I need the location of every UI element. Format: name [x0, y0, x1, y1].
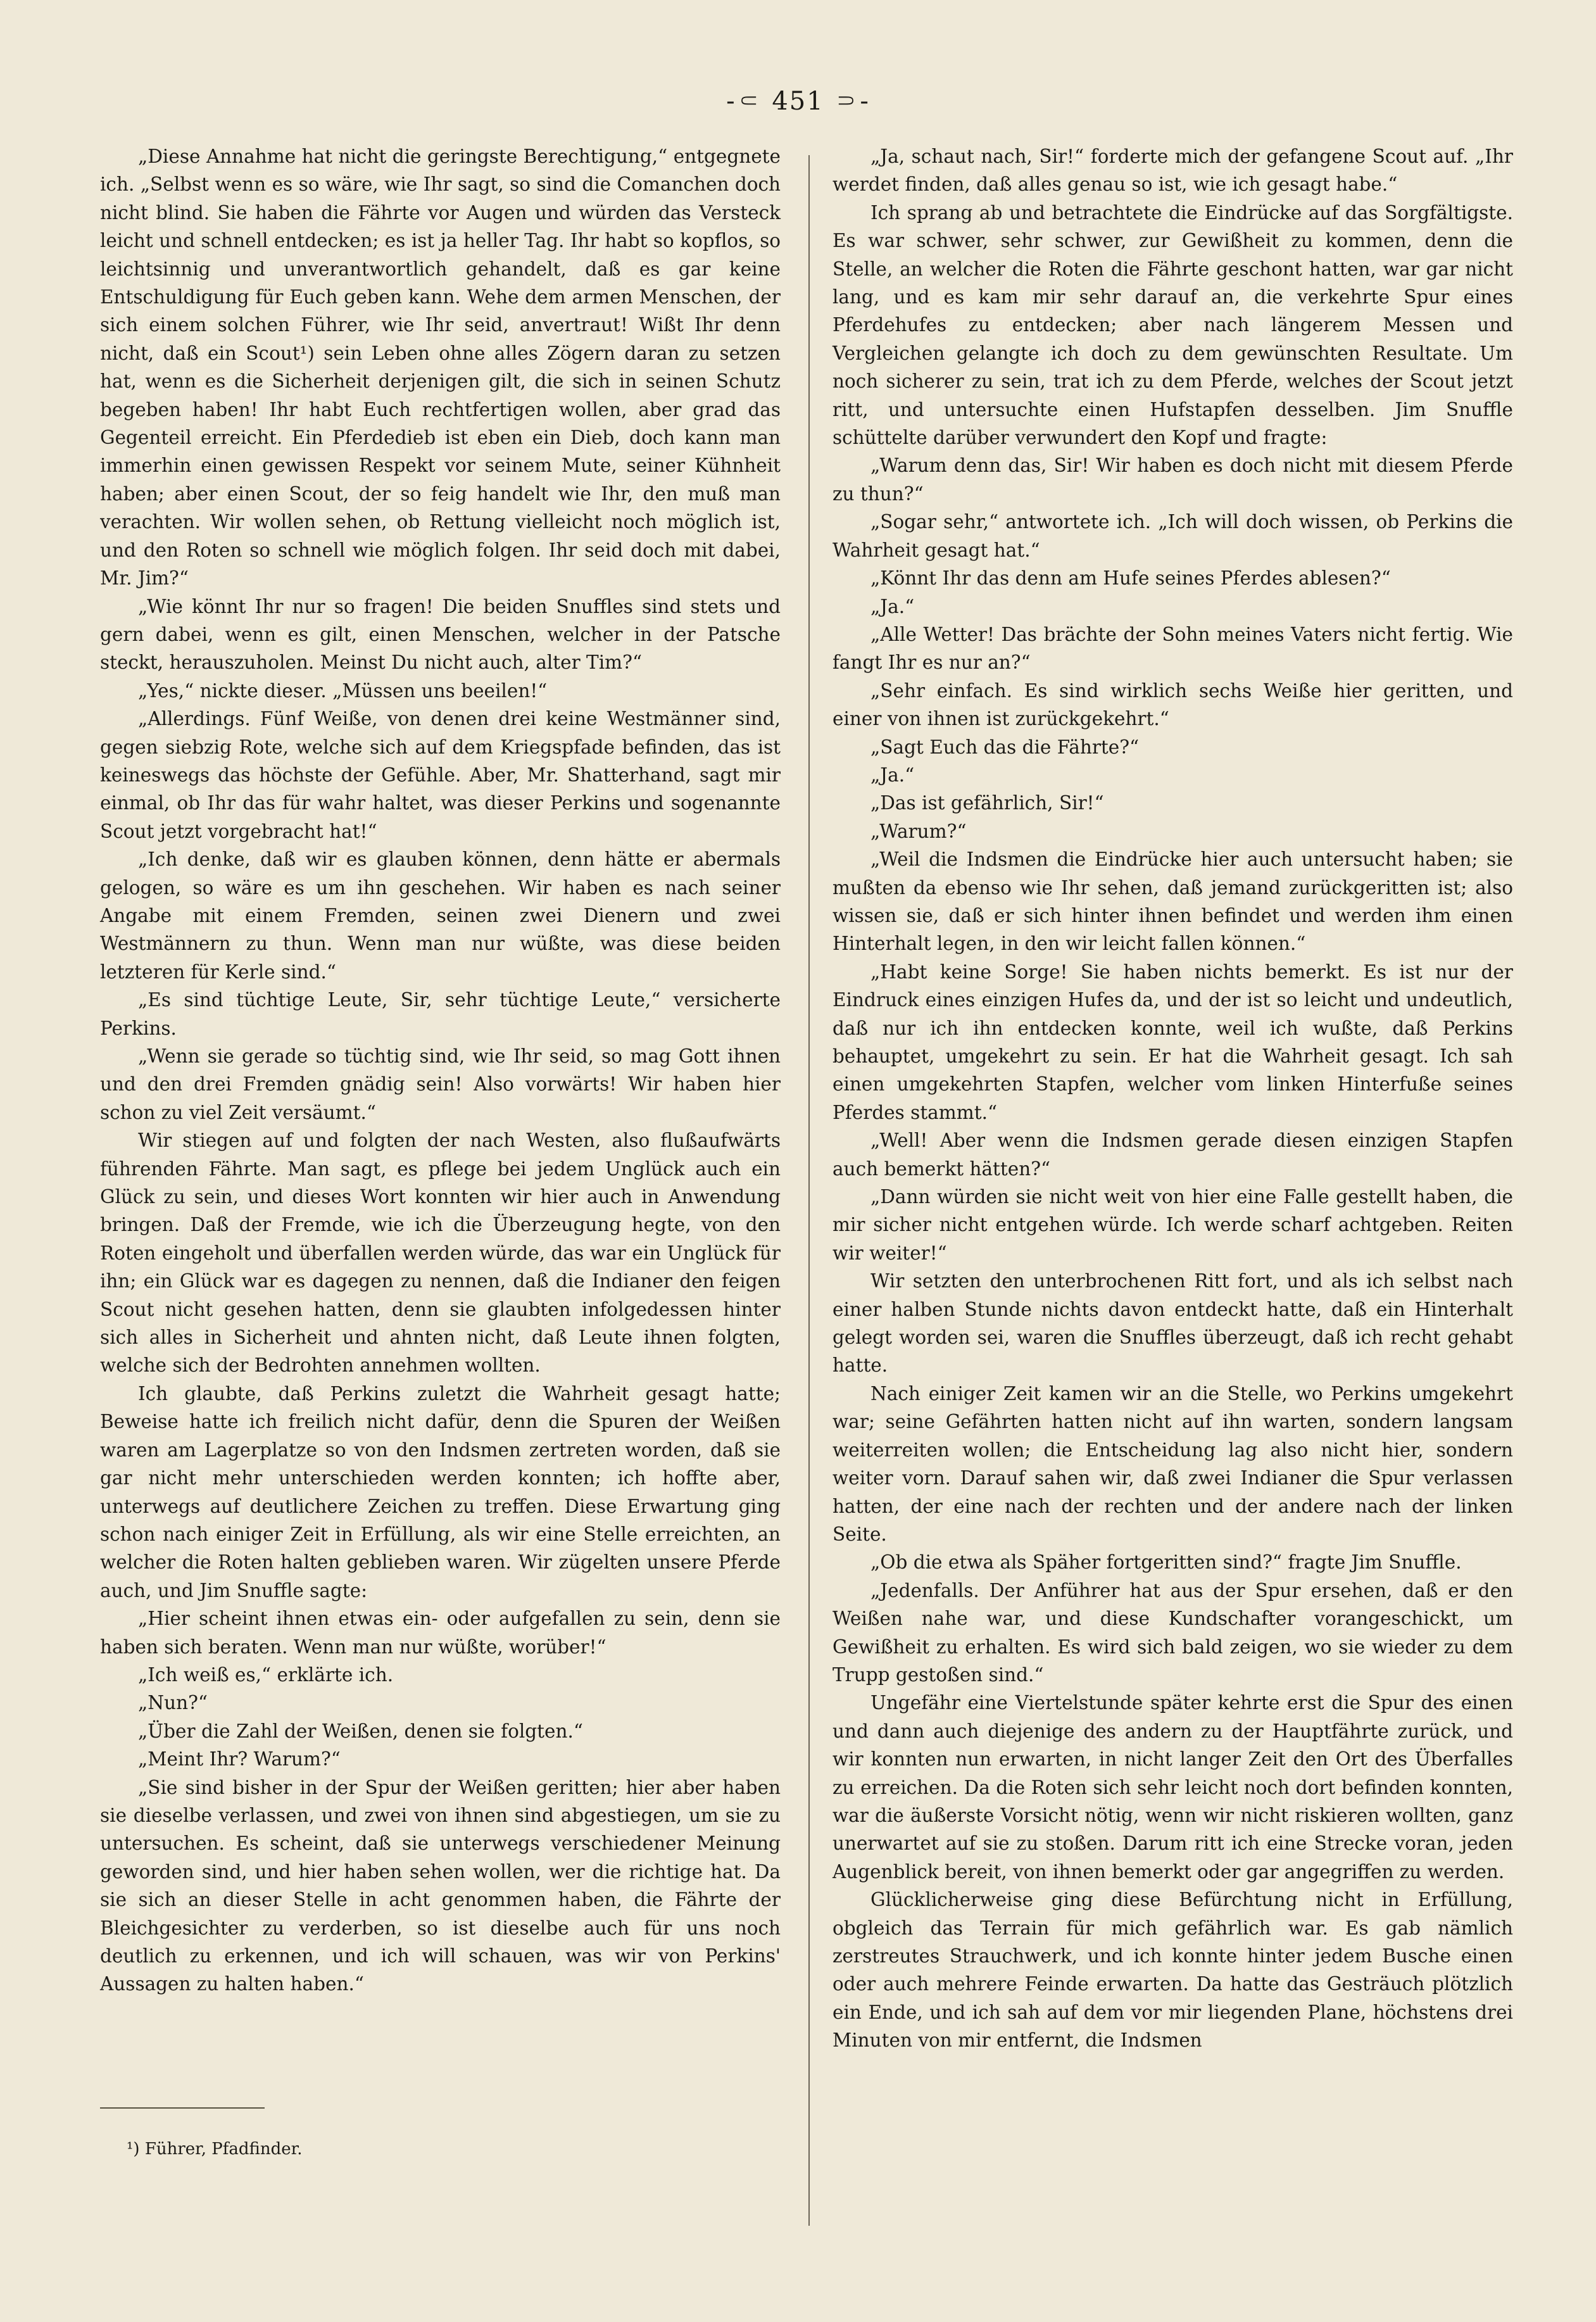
paragraph: „Nun?“ — [138, 1692, 208, 1714]
paragraph: „Sogar sehr,“ antwortete ich. „Ich will doch wissen, ob Perkins die Wahrheit gesagt hat.“ — [833, 511, 1513, 561]
paragraph: „Well! Aber wenn die Indsmen gerade diesen einzigen Stapfen auch bemerkt hätten?“ — [833, 1130, 1513, 1180]
paragraph: „Das ist gefährlich, Sir!“ — [870, 792, 1104, 814]
paragraph: Glücklicherweise ging diese Befürchtung nicht in Erfüllung, obgleich das Terrain für mich gefährlich war. Es gab nämlich zerstreutes Strauchwerk, und ich konnte hinter jedem Busche einen oder auch mehrere Feinde erwarten. Da hatte das Gesträuch plötzlich ein Ende, und ich sah auf dem vor mir liegenden Plane, höchstens drei Minuten von mir entfernt, die Indsmen — [833, 1889, 1513, 2052]
footnote-rule — [100, 2107, 265, 2109]
paragraph: Wir stiegen auf und folgten der nach Westen, also flußaufwärts führenden Fährte. Man sagt, es pflege bei jedem Unglück auch ein Glück zu sein, und dieses Wort konnten wir hier auch in Anwendung bringen. Daß der Fremde, wie ich die Überzeugung hegte, von den Roten eingeholt und überfallen werden würde, das war ein Unglück für ihn; ein Glück war es dagegen zu nennen, daß die Indianer den feigen Scout nicht gesehen hatten, denn sie glaubten infolgedessen hinter sich alles in Sicherheit und ahnten nicht, daß Leute ihnen folgten, welche sich der Bedrohten annehmen wollten. — [100, 1130, 781, 1377]
paragraph: „Warum denn das, Sir! Wir haben es doch nicht mit diesem Pferde zu thun?“ — [833, 455, 1513, 505]
column-divider — [808, 155, 810, 2226]
paragraph: Ich glaubte, daß Perkins zuletzt die Wahrheit gesagt hatte; Beweise hatte ich freilich nicht dafür, denn die Spuren der Weißen waren am Lagerplatze so von den Indsmen zertreten worden, daß sie gar nicht mehr unterschieden werden konnten; ich hoffte aber, unterwegs auf deutlichere Zeichen zu treffen. Diese Erwartung ging schon nach einiger Zeit in Erfüllung, als wir eine Stelle erreichten, an welcher die Roten halten geblieben waren. Wir zügelten unsere Pferde auch, und Jim Snuffle sagte: — [100, 1382, 781, 1601]
paragraph: „Dann würden sie nicht weit von hier eine Falle gestellt haben, die mir sicher nicht entgehen würde. Ich werde scharf achtgeben. Reiten wir weiter!“ — [833, 1186, 1513, 1264]
paragraph: „Allerdings. Fünf Weiße, von denen drei keine Westmänner sind, gegen siebzig Rote, welche sich auf dem Kriegspfade befinden, das ist keineswegs das höchste der Gefühle. Aber, Mr. Shatterhand, sagt mir einmal, ob Ihr das für wahr haltet, was dieser Perkins und sogenannte Scout jetzt vorgebracht hat!“ — [100, 708, 781, 842]
paragraph: „Ob die etwa als Späher fortgeritten sind?“ fragte Jim Snuffle. — [870, 1551, 1462, 1574]
paragraph: Nach einiger Zeit kamen wir an die Stelle, wo Perkins umgekehrt war; seine Gefährten hatten nicht auf ihn warten, sondern langsam weiterreiten wollen; die Entscheidung lag also nicht hier, sondern weiter vorn. Darauf sahen wir, daß zwei Indianer die Spur verlassen hatten, der eine nach der rechten und der andere nach der linken Seite. — [833, 1382, 1513, 1545]
paragraph: Wir setzten den unterbrochenen Ritt fort, und als ich selbst nach einer halben Stunde nichts davon entdeckt hatte, daß ein Hinterhalt gelegt worden sei, waren die Snuffles überzeugt, daß ich recht gehabt hatte. — [833, 1270, 1513, 1377]
ornament-right-icon: ⸧- — [833, 87, 870, 116]
paragraph: „Über die Zahl der Weißen, denen sie folgten.“ — [138, 1720, 583, 1742]
left-column — [100, 142, 781, 1998]
paragraph: Ich sprang ab und betrachtete die Eindrücke auf das Sorgfältigste. Es war schwer, sehr schwer, zur Gewißheit zu kommen, denn die Stelle, an welcher die Roten die Fährte geschont hatten, war gar nicht lang, und es kam mir sehr darauf an, die verkehrte Spur eines Pferdehufes zu entdecken; aber nach längerem Messen und Vergleichen gelangte ich doch zu dem gewünschten Resultate. Um noch sicherer zu sein, trat ich zu dem Pferde, welches der Scout jetzt ritt, und untersuchte einen Hufstapfen desselben. Jim Snuffle schüttelte darüber verwundert den Kopf und fragte: — [833, 201, 1513, 449]
paragraph: „Diese Annahme hat nicht die geringste Berechtigung,“ entgegnete ich. „Selbst wenn es so wäre, wie Ihr sagt, so sind die Comanchen doch nicht blind. Sie haben die Fährte vor Augen und würden das Versteck leicht und schnell entdecken; es ist ja heller Tag. Ihr habt so kopflos, so leichtsinnig und unverantwortlich gehandelt, daß es gar keine Entschuldigung für Euch geben kann. Wehe dem armen Menschen, der sich einem solchen Führer, wie Ihr seid, anvertraut! Wißt Ihr denn nicht, daß ein Scout¹) sein Leben ohne alles Zögern daran zu setzen hat, wenn es die Sicherheit derjenigen gilt, die sich in seinen Schutz begeben haben! Ihr habt Euch rechtfertigen wollen, aber grad das Gegenteil erreicht. Ein Pferdedieb ist eben ein Dieb, doch kann man immerhin einen gewissen Respekt vor seinem Mute, seiner Kühnheit haben; aber einen Scout, der so feig handelt wie Ihr, den muß man verachten. Wir wollen sehen, ob Rettung vielleicht noch möglich ist, und den Roten so schnell wie möglich folgen. Ihr seid doch mit dabei, Mr. Jim?“ — [100, 146, 781, 590]
paragraph: „Warum?“ — [870, 820, 967, 842]
page-header — [0, 82, 1596, 117]
paragraph: „Hier scheint ihnen etwas ein- oder aufgefallen zu sein, denn sie haben sich beraten. Wenn man nur wüßte, worüber!“ — [100, 1608, 781, 1658]
paragraph: „Yes,“ nickte dieser. „Müssen uns beeilen!“ — [138, 679, 548, 702]
paragraph: „Ja.“ — [870, 764, 915, 786]
ornament-left-icon: -⸦ — [726, 87, 763, 116]
paragraph: „Sie sind bisher in der Spur der Weißen geritten; hier aber haben sie dieselbe verlassen, und zwei von ihnen sind abgestiegen, um sie zu untersuchen. Es scheint, daß sie unterwegs verschiedener Meinung geworden sind, und hier haben sehen wollen, wer die richtige hat. Da sie sich an dieser Stelle in acht genommen haben, die Fährte der Bleichgesichter zu verderben, so ist dieselbe auch für uns noch deutlich zu erkennen, und ich will schauen, was wir von Perkins' Aussagen zu halten haben.“ — [100, 1776, 781, 1995]
right-column — [833, 142, 1513, 2055]
paragraph: „Es sind tüchtige Leute, Sir, sehr tüchtige Leute,“ versicherte Perkins. — [100, 989, 781, 1039]
paragraph: „Könnt Ihr das denn am Hufe seines Pferdes ablesen?“ — [870, 567, 1391, 590]
page-number: 451 — [772, 87, 824, 116]
paragraph: Ungefähr eine Viertelstunde später kehrte erst die Spur des einen und dann auch diejenige des andern zu der Hauptfährte zurück, und wir konnten nun erwarten, in nicht langer Zeit den Ort des Überfalles zu erreichen. Da die Roten sich sehr leicht noch dort befinden konnten, war die äußerste Vorsicht nötig, wenn wir nicht riskieren wollten, ganz unerwartet auf sie zu stoßen. Darum ritt ich eine Strecke voran, jeden Augenblick bereit, von ihnen bemerkt oder gar angegriffen zu werden. — [833, 1692, 1513, 1883]
paragraph: „Ja, schaut nach, Sir!“ forderte mich der gefangene Scout auf. „Ihr werdet finden, daß alles genau so ist, wie ich gesagt habe.“ — [833, 146, 1513, 196]
paragraph: „Alle Wetter! Das brächte der Sohn meines Vaters nicht fertig. Wie fangt Ihr es nur an?“ — [833, 623, 1513, 674]
paragraph: „Ja.“ — [870, 595, 915, 617]
paragraph: „Ich weiß es,“ erklärte ich. — [138, 1663, 394, 1686]
paragraph: „Weil die Indsmen die Eindrücke hier auch untersucht haben; sie mußten da ebenso wie Ihr sehen, daß jemand zurückgeritten ist; also wissen sie, daß er sich hinter ihnen befindet und werden ihm einen Hinterhalt legen, in den wir leicht fallen können.“ — [833, 849, 1513, 955]
footnote: ¹) Führer, Pfadfinder. — [127, 2140, 303, 2159]
paragraph: „Wie könnt Ihr nur so fragen! Die beiden Snuffles sind stets und gern dabei, wenn es gilt, einen Menschen, welcher in der Patsche steckt, herauszuholen. Meinst Du nicht auch, alter Tim?“ — [100, 595, 781, 674]
paragraph: „Meint Ihr? Warum?“ — [138, 1748, 341, 1770]
paragraph: „Sagt Euch das die Fährte?“ — [870, 736, 1140, 758]
paragraph: „Ich denke, daß wir es glauben können, denn hätte er abermals gelogen, so wäre es um ihn geschehen. Wir haben es nach seiner Angabe mit einem Fremden, seinen zwei Dienern und zwei Westmännern zu thun. Wenn man nur wüßte, was diese beiden letzteren für Kerle sind.“ — [100, 849, 781, 983]
paragraph: „Sehr einfach. Es sind wirklich sechs Weiße hier geritten, und einer von ihnen ist zurückgekehrt.“ — [833, 679, 1513, 730]
paragraph: „Wenn sie gerade so tüchtig sind, wie Ihr seid, so mag Gott ihnen und den drei Fremden gnädig sein! Also vorwärts! Wir haben hier schon zu viel Zeit versäumt.“ — [100, 1045, 781, 1123]
paragraph: „Habt keine Sorge! Sie haben nichts bemerkt. Es ist nur der Eindruck eines einzigen Hufes da, und der ist so leicht und undeutlich, daß nur ich ihn entdecken konnte, weil ich wußte, daß Perkins behauptet, umgekehrt zu sein. Er hat die Wahrheit gesagt. Ich sah einen umgekehrten Stapfen, welcher vom linken Hinterfuße seines Pferdes stammt.“ — [833, 961, 1513, 1123]
paragraph: „Jedenfalls. Der Anführer hat aus der Spur ersehen, daß er den Weißen nahe war, und diese Kundschafter vorangeschickt, um Gewißheit zu erhalten. Es wird sich bald zeigen, wo sie wieder zu dem Trupp gestoßen sind.“ — [833, 1579, 1513, 1686]
